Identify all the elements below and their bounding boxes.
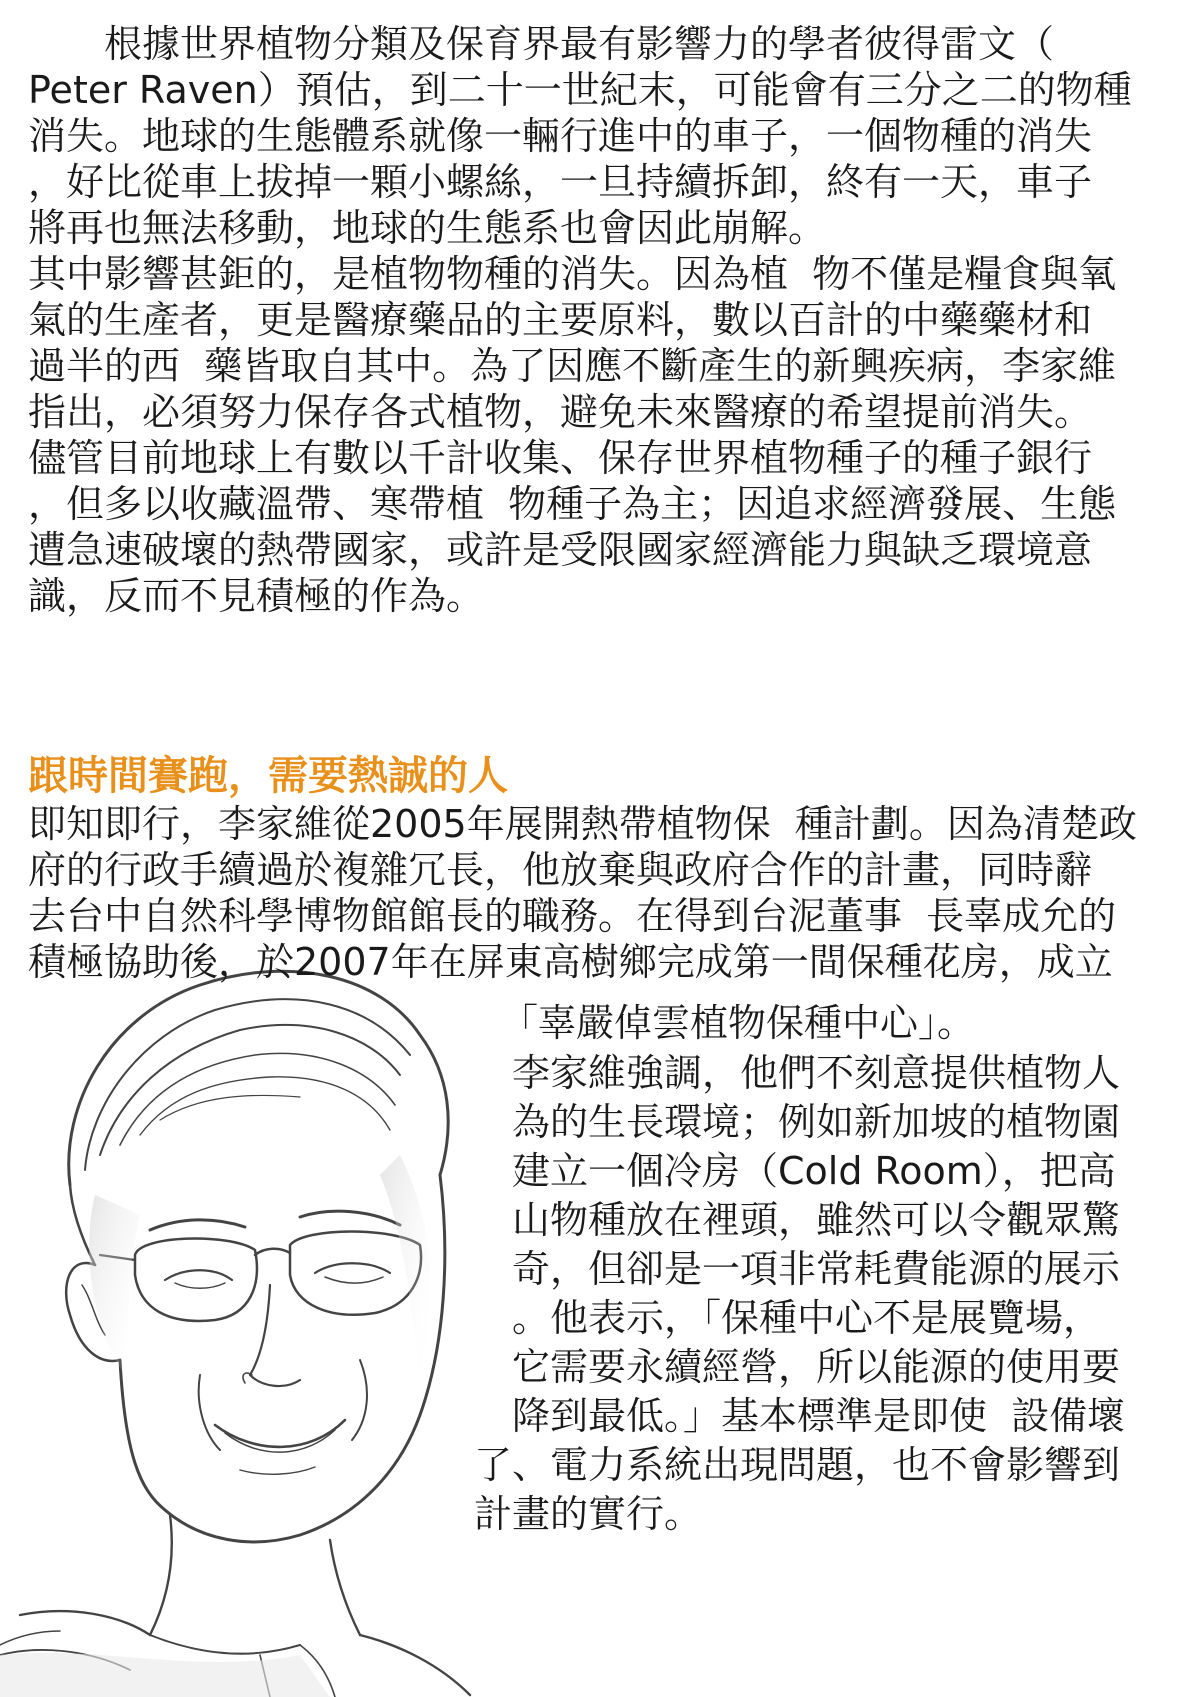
section-heading: 跟時間賽跑，需要熱誠的人 (28, 753, 508, 799)
paragraph1-line: 將再也無法移動，地球的生態系也會因此崩解。 (28, 206, 827, 250)
paragraph5-line: 為的生長環境；例如新加坡的植物園 (512, 1100, 1121, 1144)
paragraph1-line: ，好比從車上拔掉一顆小螺絲，一旦持續拆卸，終有一天，車子 (28, 160, 1093, 204)
paragraph4-wrap-line: 「辜嚴倬雲植物保種中心」。 (500, 1001, 976, 1045)
portrait-sketch-illustration (0, 955, 520, 1697)
paragraph4-line: 去台中自然科學博物館館長的職務。在得到台泥董事 長辜成允的 (28, 894, 1117, 938)
paragraph4-line: 積極協助後，於2007年在屏東高樹鄉完成第一間保種花房，成立 (28, 940, 1113, 984)
paragraph1-line: 消失。地球的生態體系就像一輛行進中的車子，一個物種的消失 (28, 114, 1093, 158)
paragraph5-line: 建立一個冷房（Cold Room），把高 (512, 1149, 1116, 1193)
paragraph3-line: 識，反而不見積極的作為。 (28, 574, 485, 618)
paragraph2-line: 氣的生產者，更是醫療藥品的主要原料，數以百計的中藥藥材和 (28, 298, 1093, 342)
paragraph5-line: 奇，但卻是一項非常耗費能源的展示 (512, 1247, 1121, 1291)
paragraph5-line: 它需要永續經營，所以能源的使用要 (512, 1345, 1121, 1389)
paragraph1-line: 根據世界植物分類及保育界最有影響力的學者彼得雷文（ (28, 22, 1055, 66)
paragraph5-line: 降到最低。」基本標準是即使 設備壞 (512, 1394, 1126, 1438)
paragraph5-line: 李家維強調，他們不刻意提供植物人 (512, 1051, 1121, 1095)
paragraph5-line: 了、電力系統出現問題，也不會影響到 (474, 1443, 1121, 1487)
paragraph5-line: 計畫的實行。 (474, 1492, 703, 1536)
paragraph2-line: 其中影響甚鉅的，是植物物種的消失。因為植 物不僅是糧食與氧 (28, 252, 1117, 296)
paragraph2-line: 過半的西 藥皆取自其中。為了因應不斷產生的新興疾病，李家維 (28, 344, 1117, 388)
paragraph2-line: 指出，必須努力保存各式植物，避免未來醫療的希望提前消失。 (28, 390, 1093, 434)
paragraph5-line: 。他表示，「保種中心不是展覽場， (512, 1296, 1102, 1340)
paragraph4-line: 即知即行，李家維從2005年展開熱帶植物保 種計劃。因為清楚政 (28, 802, 1137, 846)
paragraph5-line: 山物種放在裡頭，雖然可以令觀眾驚 (512, 1198, 1121, 1242)
paragraph3-line: 儘管目前地球上有數以千計收集、保存世界植物種子的種子銀行 (28, 436, 1093, 480)
paragraph4-line: 府的行政手續過於複雜冗長，他放棄與政府合作的計畫，同時辭 (28, 848, 1093, 892)
paragraph3-line: 遭急速破壞的熱帶國家，或許是受限國家經濟能力與缺乏環境意 (28, 528, 1093, 572)
paragraph1-line: Peter Raven）預估，到二十一世紀末，可能會有三分之二的物種 (28, 68, 1132, 112)
paragraph3-line: ，但多以收藏溫帶、寒帶植 物種子為主；因追求經濟發展、生態 (28, 482, 1117, 526)
